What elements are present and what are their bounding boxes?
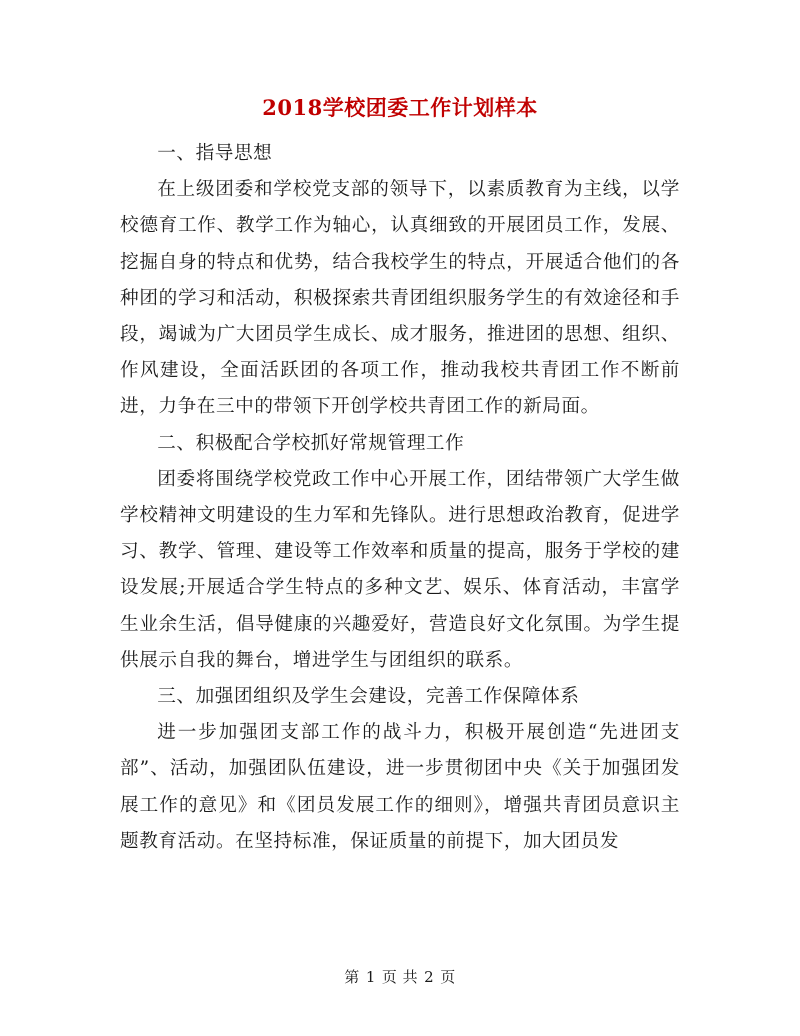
- footer-suffix: 页: [440, 968, 456, 986]
- paragraph-2: 团委将围绕学校党政工作中心开展工作，团结带领广大学生做学校精神文明建设的生力军和先锋队。进行思想政治教育，促进学习、教学、管理、建设等工作效率和质量的提高，服务于学校的建设发展;开展适合学生特点的多种文艺、娱乐、体育活动，丰富学生业余生活，倡导健康的兴趣爱好，营造良好文化氛围。为学生提供展示自我的舞台，增进学生与团组织的联系。: [120, 468, 680, 671]
- section-heading-1: 一、指导思想: [157, 143, 273, 164]
- footer-current-page: 1: [365, 968, 376, 986]
- footer-middle: 页 共: [381, 968, 419, 986]
- footer-prefix: 第: [344, 968, 360, 986]
- document-body: [120, 136, 680, 860]
- section-heading-3: 三、加强团组织及学生会建设，完善工作保障体系: [157, 686, 580, 708]
- document-title: 2018学校团委工作计划样本: [262, 95, 538, 120]
- page-footer: [0, 966, 800, 987]
- paragraph-1: 在上级团委和学校党支部的领导下，以素质教育为主线，以学校德育工作、教学工作为轴心，认真细致的开展团员工作，发展、挖掘自身的特点和优势，结合我校学生的特点，开展适合他们的各种团的学习和活动，积极探索共青团组织服务学生的有效途径和手段，竭诚为广大团员学生成长、成才服务，推进团的思想、组织、作风建设，全面活跃团的各项工作，推动我校共青团工作不断前进，力争在三中的带领下开创学校共青团工作的新局面。: [120, 179, 680, 418]
- footer-total-pages: 2: [424, 968, 435, 986]
- section-heading-2: 二、积极配合学校抓好常规管理工作: [157, 432, 465, 454]
- paragraph-3: 进一步加强团支部工作的战斗力，积极开展创造“先进团支部”、活动，加强团队伍建设，进一步贯彻团中央《关于加强团发展工作的意见》和《团员发展工作的细则》，增强共青团员意识主题教育活动。在坚持标准，保证质量的前提下，加大团员发: [120, 722, 680, 852]
